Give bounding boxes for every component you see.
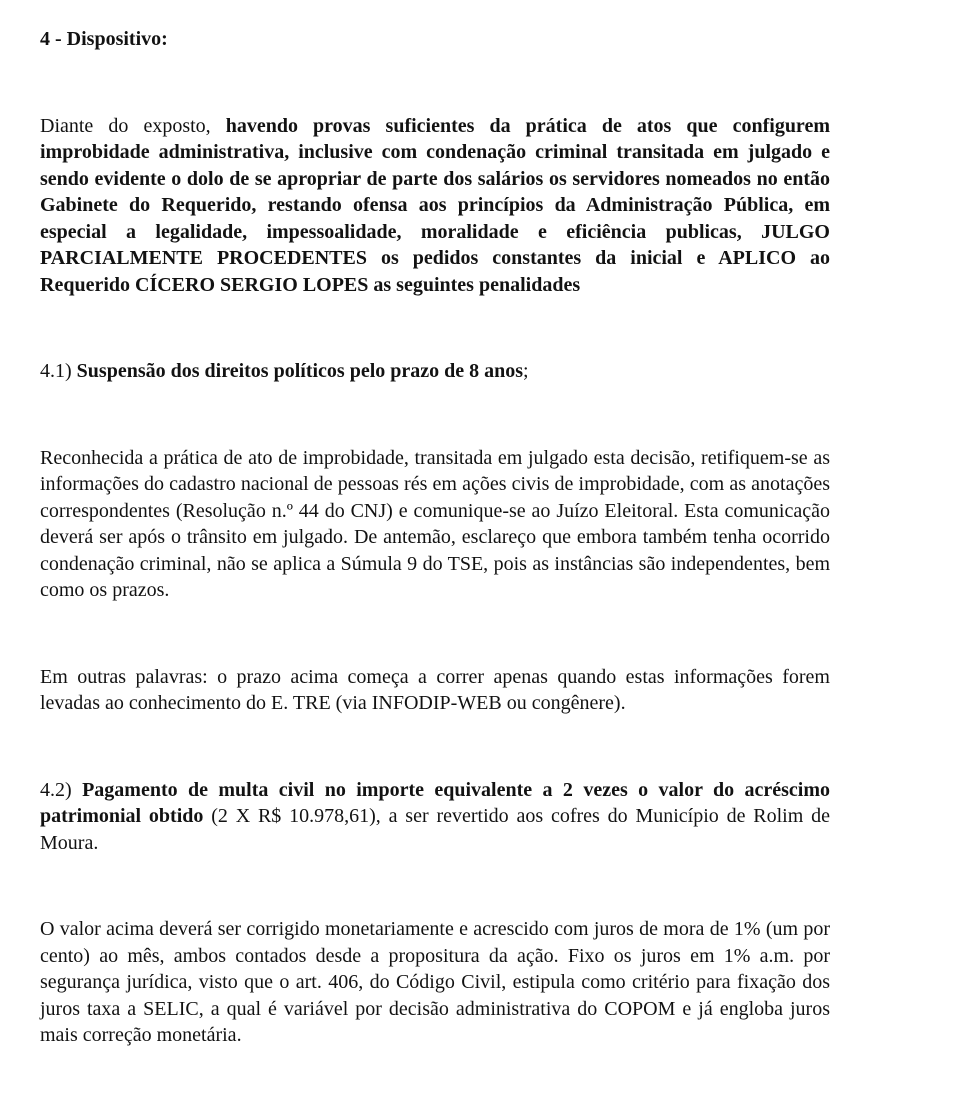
item-4-1-text: Suspensão dos direitos políticos pelo prazo de 8 anos — [76, 360, 524, 382]
item-4-1-suffix: ; — [523, 360, 529, 382]
paragraph-tre-infodip: Em outras palavras: o prazo acima começa a correr apenas quando estas informações forem levadas ao conhecimento do E. TRE (via INFODIP-WEB ou congênere). — [40, 665, 830, 714]
paragraph-intro-lead: Diante do exposto, — [40, 114, 226, 137]
paragraph-intro-bold: havendo provas suficientes da prática de atos que configurem improbidade administrativa, inclusive com condenação criminal transitada em julgado e sendo evidente o dolo de se apropriar de parte dos salários os servidores nomeados no então Gabinete do Requerido, restando ofensa aos princípios da Administração Pública, em especial a legalidade, impessoalidade, moralidade e eficiência publicas, JULGO PARCIALMENTE PROCEDENTES os pedidos constantes da inicial e APLICO ao Requerido CÍCERO SERGIO LOPES as seguintes penalidades — [40, 114, 830, 296]
item-4-1-heading — [40, 358, 830, 385]
item-4-2-paragraph — [40, 777, 830, 857]
section-title-dispositivo: 4 - Dispositivo: — [40, 28, 168, 50]
paragraph-juros-correcao: O valor acima deverá ser corrigido monetariamente e acrescido com juros de mora de 1% (um por cento) ao mês, ambos contados desde a propositura da ação. Fixo os juros em 1% a.m. por segurança jurídica, visto que o art. 406, do Código Civil, estipula como critério para fixação dos juros taxa a SELIC, a qual é variável por decisão administrativa do COPOM e já engloba juros mais correção monetária. — [40, 918, 830, 1046]
paragraph-cadastro-nacional: Reconhecida a prática de ato de improbidade, transitada em julgado esta decisão, retifiquem-se as informações do cadastro nacional de pessoas rés em ações civis de improbidade, com as anotações correspondentes (Resolução n.º 44 do CNJ) e comunique-se ao Juízo Eleitoral. Esta comunicação deverá ser após o trânsito em julgado. De antemão, esclareço que embora também tenha ocorrido condenação criminal, não se aplica a Súmula 9 do TSE, pois as instâncias são independentes, bem como os prazos. — [40, 446, 830, 601]
item-4-1-number: 4.1) — [40, 360, 77, 382]
item-4-2-rest: (2 X R$ 10.978,61), a ser revertido aos cofres do Município de Rolim de Moura. — [40, 805, 830, 854]
item-4-2-number: 4.2) — [40, 778, 83, 801]
paragraph-intro — [40, 113, 830, 299]
item-4-2-text: Pagamento de multa civil no importe equivalente a 2 vezes o valor do acréscimo patrimonial obtido — [40, 778, 830, 827]
